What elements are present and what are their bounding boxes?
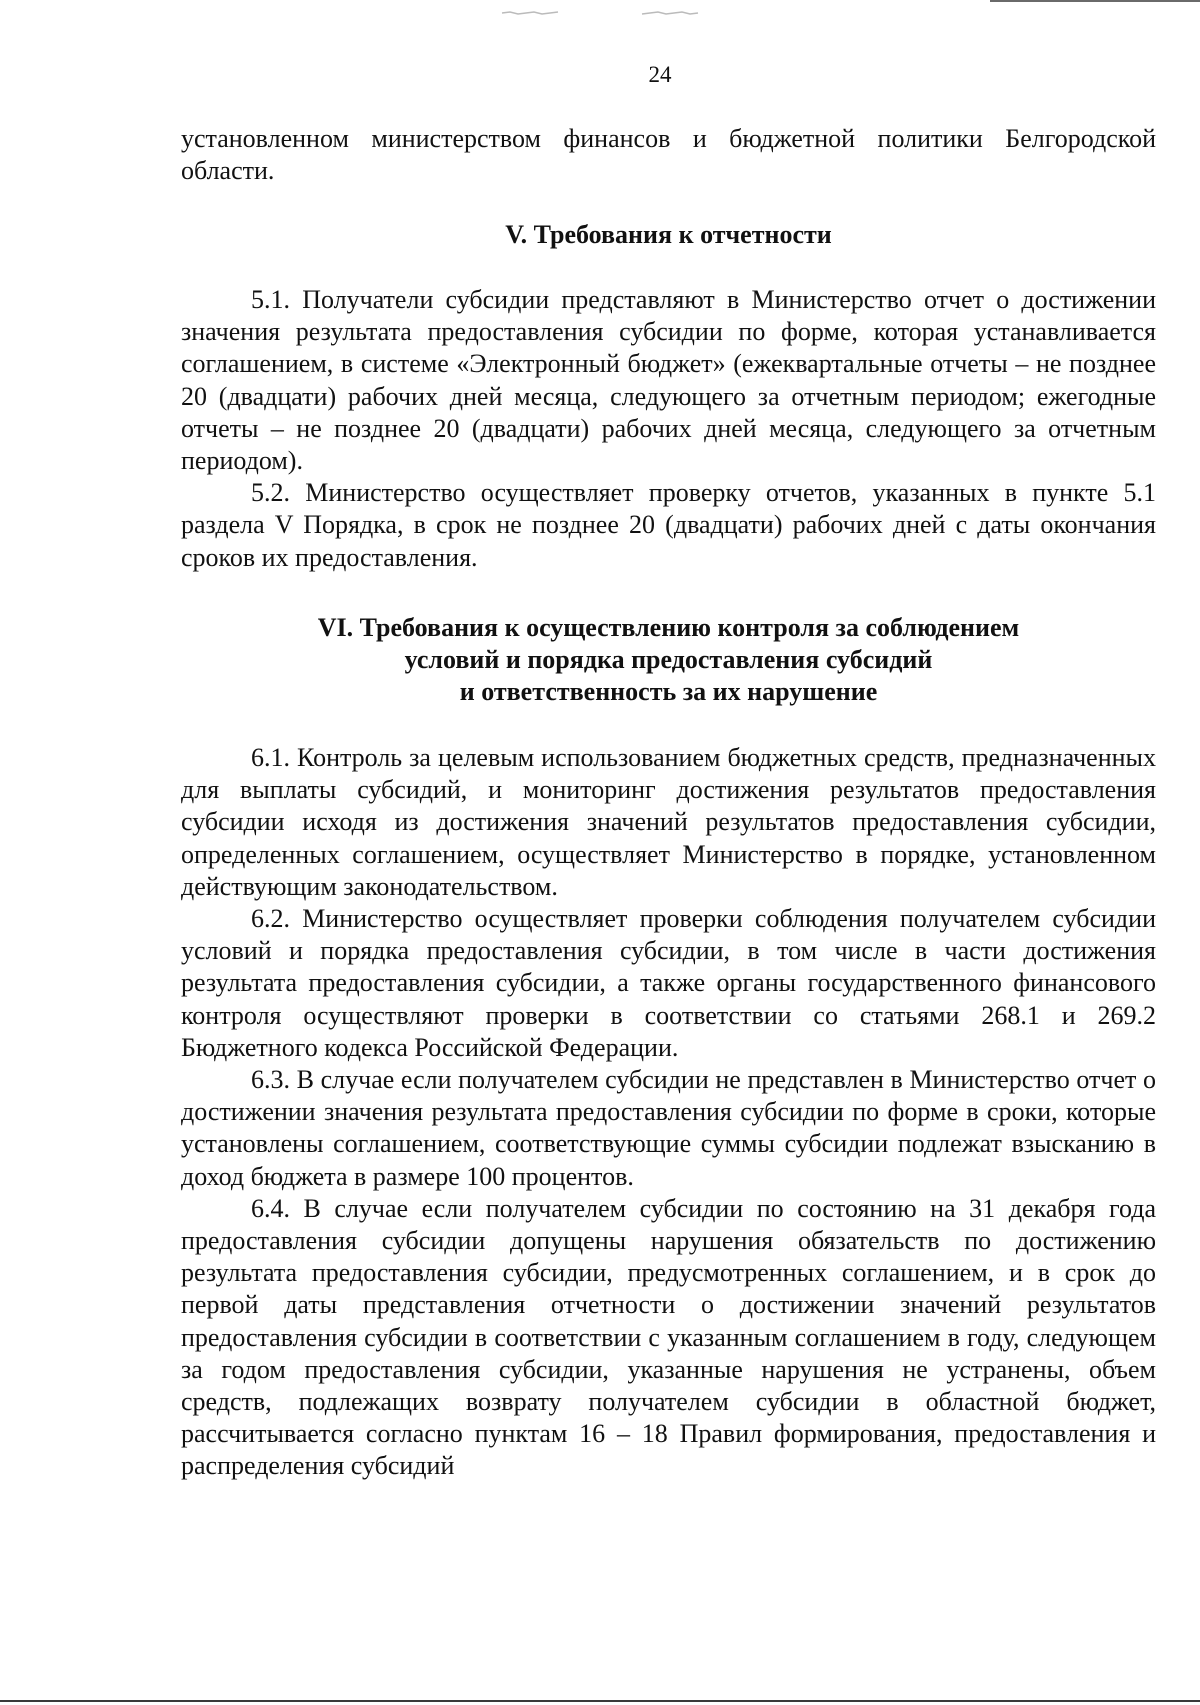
section-6-title-line: условий и порядка предоставления субсидий	[404, 645, 933, 674]
scan-noise-mark	[500, 10, 560, 16]
continuation-block	[181, 123, 1156, 187]
paragraph-6-4: 6.4. В случае если получателем субсидии по состоянию на 31 декабря года предоставления субсидии допущены нарушения обязательств по достижению результата предоставления субсидии, предусмотренных соглашением, и в срок до первой даты представления отчетности о достижении значений результатов предоставления субсидии в соответствии с указанным соглашением в году, следующем за годом предоставления субсидии, указанные нарушения не устранены, объем средств, подлежащих возврату получателем субсидии в областной бюджет, рассчитывается согласно пунктам 16 – 18 Правил формирования, предоставления и распределения субсидий	[181, 1193, 1156, 1481]
section-6-title-line: VI. Требования к осуществлению контроля за соблюдением	[317, 613, 1020, 642]
paragraph-5-2: 5.2. Министерство осуществляет проверку отчетов, указанных в пункте 5.1 раздела V Порядка, в срок не позднее 20 (двадцати) рабочих дней с даты окончания сроков их предоставления.	[181, 478, 1156, 572]
continuation-paragraph: установленном министерством финансов и бюджетной политики Белгородской области.	[181, 124, 1156, 186]
paragraph-6-3: 6.3. В случае если получателем субсидии не представлен в Министерство отчет о достижении значения результата предоставления субсидии по форме в сроки, которые установлены соглашением, соответствующие суммы субсидии подлежат взысканию в доход бюджета в размере 100 процентов.	[181, 1065, 1156, 1191]
scan-edge-bottom	[0, 1700, 1200, 1702]
section-6-heading	[181, 612, 1156, 708]
page-number: 24	[648, 62, 672, 87]
section-5-title: V. Требования к отчетности	[505, 220, 832, 249]
paragraph-6-1: 6.1. Контроль за целевым использованием бюджетных средств, предназначенных для выплаты субсидий, и мониторинг достижения результатов предоставления субсидии исходя из достижения значений результатов предоставления субсидии, определенных соглашением, осуществляет Министерство в порядке, установленном действующим законодательством.	[181, 743, 1156, 901]
scan-edge-top	[990, 0, 1200, 2]
section-5-body	[181, 284, 1156, 574]
paragraph-6-2: 6.2. Министерство осуществляет проверки соблюдения получателем субсидии условий и порядка предоставления субсидии, в том числе в части достижения результата предоставления субсидии, а также органы государственного финансового контроля осуществляют проверки в соответствии со статьями 268.1 и 269.2 Бюджетного кодекса Российской Федерации.	[181, 904, 1156, 1062]
section-6-title-line: и ответственность за их нарушение	[459, 677, 878, 706]
scan-noise-mark	[640, 10, 700, 16]
section-6-body	[181, 742, 1156, 1483]
section-5-heading	[181, 219, 1156, 251]
paragraph-5-1: 5.1. Получатели субсидии представляют в Министерство отчет о достижении значения результата предоставления субсидии по форме, которая устанавливается соглашением, в системе «Электронный бюджет» (ежеквартальные отчеты – не позднее 20 (двадцати) рабочих дней месяца, следующего за отчетным периодом; ежегодные отчеты – не позднее 20 (двадцати) рабочих дней месяца, следующего за отчетным периодом).	[181, 285, 1156, 476]
